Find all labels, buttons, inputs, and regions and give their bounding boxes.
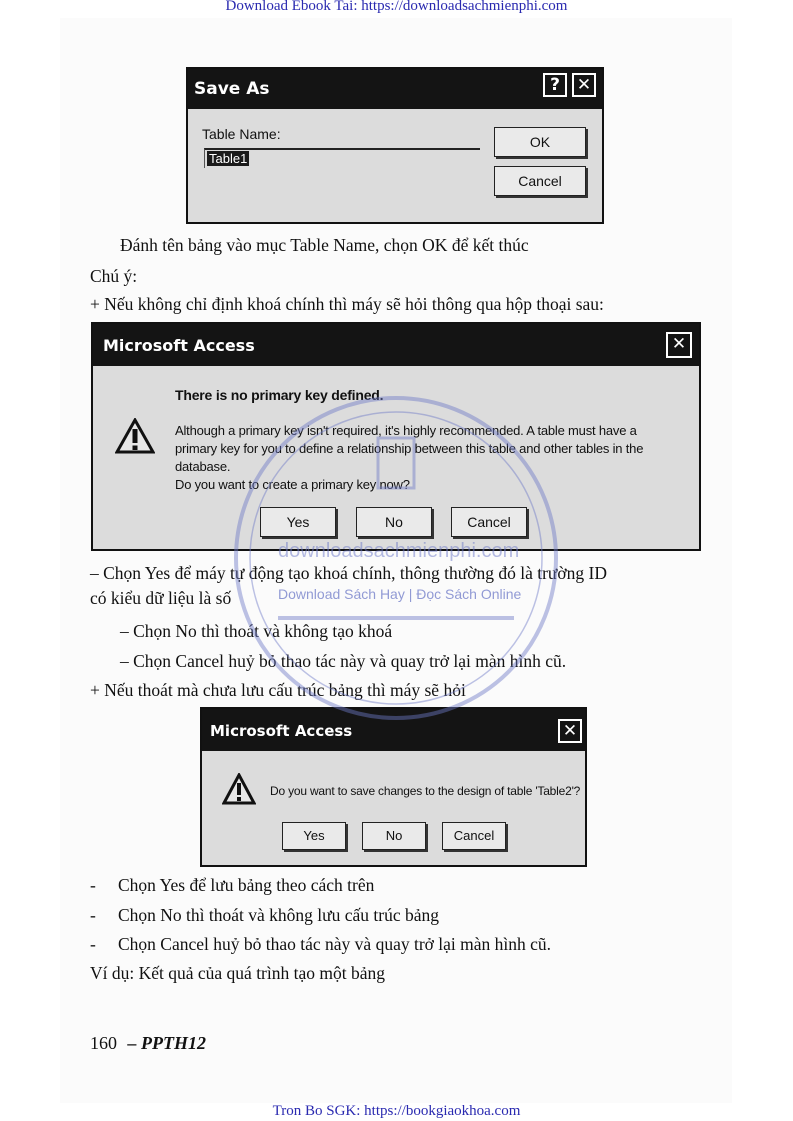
close-icon[interactable]: ✕ — [666, 332, 692, 358]
pk-body-line1: Although a primary key isn't required, it's highly recommended. A table must have a — [175, 423, 637, 438]
save-as-title: Save As — [194, 79, 270, 99]
pk-title: Microsoft Access — [103, 336, 255, 355]
para-table-name: Đánh tên bảng vào mục Table Name, chọn OK để kết thúc — [120, 235, 529, 255]
no-button[interactable]: No — [356, 507, 432, 537]
pk-title-bar — [93, 324, 699, 366]
pk-body-line3: database. — [175, 459, 231, 474]
pk-body-line2: primary key for you to define a relationship between this table and other tables in the — [175, 441, 644, 456]
save-as-title-bar — [188, 69, 602, 109]
watermark-tagline: Download Sách Hay | Đọc Sách Online — [278, 586, 522, 602]
bullet-mark-1: - — [90, 875, 96, 895]
table-name-label: Table Name: — [202, 126, 281, 142]
para-no-option: – Chọn No thì thoát và không tạo khoá — [120, 621, 393, 641]
close-icon[interactable]: ✕ — [572, 73, 596, 97]
bullet-cancel: Chọn Cancel huỷ bỏ thao tác này và quay trở lại màn hình cũ. — [118, 934, 552, 954]
yes-button[interactable]: Yes — [260, 507, 336, 537]
pk-question: Do you want to create a primary key now? — [175, 477, 410, 492]
para-example: Ví dụ: Kết quả của quá trình tạo một bảng — [90, 963, 385, 983]
para-note: Chú ý: — [90, 266, 138, 286]
page-number-value: 160 — [90, 1033, 117, 1053]
save-changes-dialog — [200, 707, 587, 867]
para-cancel-option: – Chọn Cancel huỷ bỏ thao tác này và quay trở lại màn hình cũ. — [120, 651, 567, 671]
footer-sgk-link[interactable]: Tron Bo SGK: https://bookgiaokhoa.com — [272, 1103, 521, 1119]
cancel-button[interactable]: Cancel — [451, 507, 527, 537]
header-download-link[interactable]: Download Ebook Tai: https://downloadsachmienphi.com — [225, 0, 568, 14]
cancel-button[interactable]: Cancel — [494, 166, 586, 196]
page-book-code: – PPTH12 — [127, 1033, 206, 1053]
save-as-dialog — [186, 67, 604, 224]
cancel-button[interactable]: Cancel — [442, 822, 506, 850]
para-yes-option-cont: có kiểu dữ liệu là số — [90, 588, 232, 608]
bullet-no: Chọn No thì thoát và không lưu cấu trúc bảng — [118, 905, 440, 925]
close-icon[interactable]: ✕ — [558, 719, 582, 743]
save-title: Microsoft Access — [210, 722, 353, 740]
no-button[interactable]: No — [362, 822, 426, 850]
yes-button[interactable]: Yes — [282, 822, 346, 850]
pk-heading: There is no primary key defined. — [175, 387, 384, 403]
bullet-mark-2: - — [90, 905, 96, 925]
table-name-input[interactable] — [204, 148, 480, 168]
save-question: Do you want to save changes to the design of table 'Table2'? — [270, 784, 581, 798]
table-name-value: Table1 — [209, 151, 248, 166]
help-button[interactable]: ? — [543, 73, 567, 97]
warning-icon — [115, 418, 155, 454]
para-yes-option: – Chọn Yes để máy tự động tạo khoá chính, thông thường đó là trường ID — [90, 563, 607, 583]
bullet-mark-3: - — [90, 934, 96, 954]
save-title-bar — [202, 709, 585, 751]
para-unsaved: + Nếu thoát mà chưa lưu cấu trúc bảng thì máy sẽ hỏi — [90, 680, 466, 700]
primary-key-dialog — [91, 322, 701, 551]
para-primary-key: + Nếu không chỉ định khoá chính thì máy sẽ hỏi thông qua hộp thoại sau: — [90, 294, 604, 314]
page-number — [90, 1032, 206, 1054]
warning-icon — [222, 773, 256, 805]
watermark-site: downloadsachmienphi.com — [278, 540, 520, 562]
ok-button[interactable]: OK — [494, 127, 586, 157]
bullet-yes: Chọn Yes để lưu bảng theo cách trên — [118, 875, 375, 895]
